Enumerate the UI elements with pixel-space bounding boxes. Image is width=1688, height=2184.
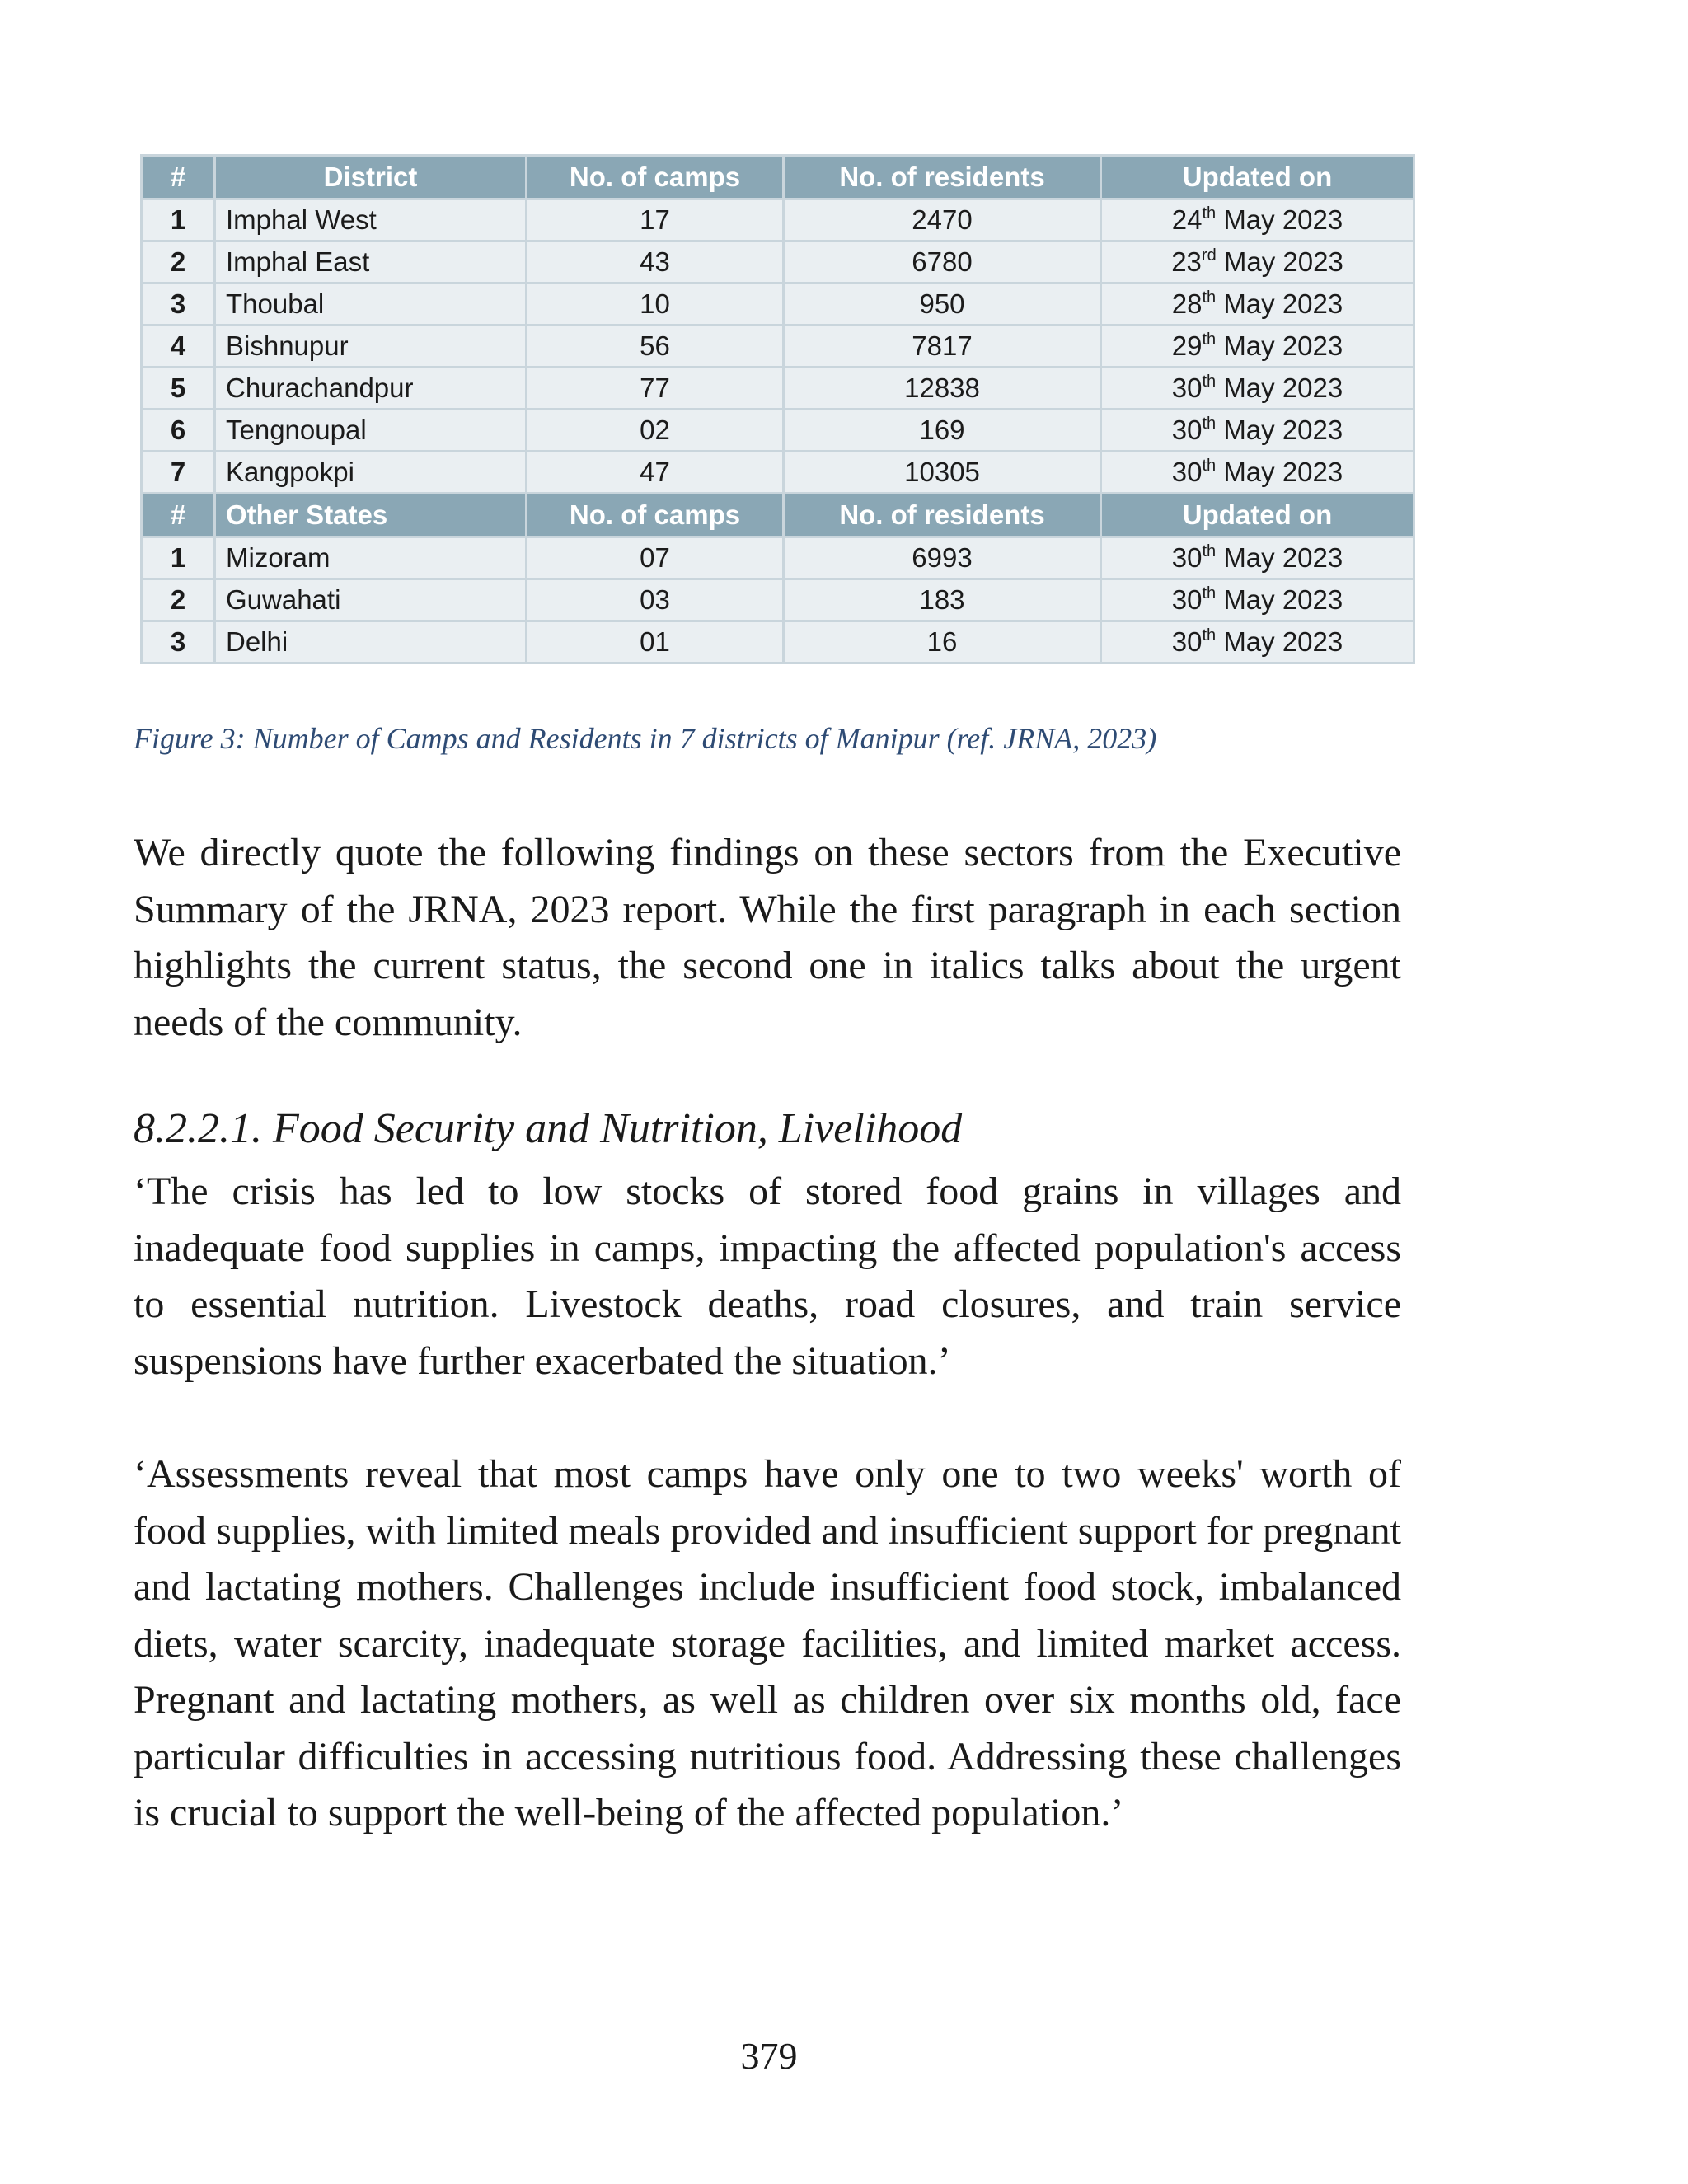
cell-updated <box>1101 368 1414 410</box>
table-row <box>142 199 1414 241</box>
cell-residents: 183 <box>784 579 1101 621</box>
cell-residents: 10305 <box>784 452 1101 494</box>
updated-month-year: May 2023 <box>1223 415 1343 445</box>
updated-day: 30 <box>1171 457 1203 487</box>
updated-day: 30 <box>1171 415 1203 445</box>
cell-residents: 6780 <box>784 241 1101 284</box>
cell-residents: 16 <box>784 621 1101 663</box>
cell-number: 2 <box>142 579 215 621</box>
cell-name: Mizoram <box>215 537 527 579</box>
cell-camps: 56 <box>527 326 784 368</box>
updated-day: 30 <box>1171 542 1203 573</box>
header-number: # <box>142 494 215 537</box>
header-residents: No. of residents <box>784 156 1101 199</box>
cell-number: 3 <box>142 284 215 326</box>
header-camps: No. of camps <box>527 494 784 537</box>
updated-day-suffix: th <box>1202 457 1217 475</box>
updated-day-suffix: th <box>1202 584 1217 602</box>
cell-camps: 77 <box>527 368 784 410</box>
cell-name: Delhi <box>215 621 527 663</box>
cell-camps: 43 <box>527 241 784 284</box>
updated-month-year: May 2023 <box>1223 204 1343 235</box>
table-row <box>142 537 1414 579</box>
table-row <box>142 368 1414 410</box>
updated-month-year: May 2023 <box>1223 542 1343 573</box>
header-updated: Updated on <box>1101 494 1414 537</box>
updated-day: 30 <box>1171 626 1203 657</box>
cell-updated <box>1101 621 1414 663</box>
cell-residents: 6993 <box>784 537 1101 579</box>
page-number: 379 <box>740 2035 798 2077</box>
cell-name: Imphal West <box>215 199 527 241</box>
updated-month-year: May 2023 <box>1223 584 1343 615</box>
updated-day-suffix: th <box>1202 415 1217 433</box>
table-row <box>142 621 1414 663</box>
cell-residents: 169 <box>784 410 1101 452</box>
updated-day-suffix: th <box>1202 330 1217 349</box>
cell-name: Imphal East <box>215 241 527 284</box>
section-heading: 8.2.2.1. Food Security and Nutrition, Livelihood <box>134 1105 963 1152</box>
cell-residents: 950 <box>784 284 1101 326</box>
quote-paragraph-2: ‘Assessments reveal that most camps have only one to two weeks' worth of food supplies, with limited meals provided and insufficient support for pregnant and lactating mothers. Challenges include insufficient food stock, imbalanced diets, water scarcity, inadequate storage facilities, and limited market access. Pregnant and lactating mothers, as well as children over six months old, face particular difficulties in accessing nutritious food. Addressing these challenges is crucial to support the well-being of the affected population.’ <box>134 1452 1401 1835</box>
quote-paragraph-1: ‘The crisis has led to low stocks of stored food grains in villages and inadequate food supplies in camps, impacting the affected population's access to essential nutrition. Livestock deaths, road closures, and train service suspensions have further exacerbated the situation.’ <box>134 1169 1401 1383</box>
updated-month-year: May 2023 <box>1223 457 1343 487</box>
table-row <box>142 241 1414 284</box>
cell-camps: 07 <box>527 537 784 579</box>
updated-day-suffix: th <box>1202 373 1217 391</box>
table-header-row <box>142 156 1414 199</box>
cell-number: 2 <box>142 241 215 284</box>
cell-name: Churachandpur <box>215 368 527 410</box>
updated-day: 30 <box>1171 373 1203 403</box>
cell-camps: 03 <box>527 579 784 621</box>
header-camps: No. of camps <box>527 156 784 199</box>
table-row <box>142 452 1414 494</box>
cell-updated <box>1101 452 1414 494</box>
cell-number: 4 <box>142 326 215 368</box>
intro-paragraph: We directly quote the following findings on these sectors from the Executive Summary of the JRNA, 2023 report. While the first paragraph in each section highlights the current status, the second one in italics talks about the urgent needs of the community. <box>134 831 1401 1044</box>
cell-name: Kangpokpi <box>215 452 527 494</box>
updated-month-year: May 2023 <box>1223 330 1343 361</box>
cell-updated <box>1101 579 1414 621</box>
header-name: District <box>215 156 527 199</box>
table-row <box>142 284 1414 326</box>
updated-day-suffix: th <box>1202 288 1217 307</box>
cell-updated <box>1101 410 1414 452</box>
cell-number: 6 <box>142 410 215 452</box>
header-number: # <box>142 156 215 199</box>
figure-caption: Figure 3: Number of Camps and Residents in 7 districts of Manipur (ref. JRNA, 2023) <box>134 722 1157 755</box>
cell-updated <box>1101 241 1414 284</box>
table-header-row <box>142 494 1414 537</box>
updated-month-year: May 2023 <box>1223 288 1343 319</box>
updated-day: 28 <box>1171 288 1203 319</box>
cell-number: 1 <box>142 537 215 579</box>
cell-camps: 10 <box>527 284 784 326</box>
cell-name: Bishnupur <box>215 326 527 368</box>
cell-updated <box>1101 326 1414 368</box>
table-row <box>142 326 1414 368</box>
cell-name: Tengnoupal <box>215 410 527 452</box>
updated-day: 30 <box>1171 584 1203 615</box>
cell-number: 3 <box>142 621 215 663</box>
cell-camps: 02 <box>527 410 784 452</box>
updated-month-year: May 2023 <box>1223 246 1343 277</box>
updated-day-suffix: th <box>1202 204 1217 223</box>
camps-residents-table <box>140 154 1415 664</box>
header-name: Other States <box>215 494 527 537</box>
updated-day: 23 <box>1171 246 1202 277</box>
cell-number: 7 <box>142 452 215 494</box>
cell-camps: 47 <box>527 452 784 494</box>
cell-camps: 01 <box>527 621 784 663</box>
header-updated: Updated on <box>1101 156 1414 199</box>
header-residents: No. of residents <box>784 494 1101 537</box>
updated-month-year: May 2023 <box>1223 626 1343 657</box>
cell-number: 5 <box>142 368 215 410</box>
cell-residents: 12838 <box>784 368 1101 410</box>
updated-day: 24 <box>1171 204 1203 235</box>
cell-camps: 17 <box>527 199 784 241</box>
table-row <box>142 579 1414 621</box>
updated-day-suffix: rd <box>1201 246 1217 265</box>
updated-month-year: May 2023 <box>1223 373 1343 403</box>
table-row <box>142 410 1414 452</box>
cell-updated <box>1101 284 1414 326</box>
cell-updated <box>1101 199 1414 241</box>
updated-day-suffix: th <box>1202 542 1217 560</box>
updated-day: 29 <box>1171 330 1203 361</box>
cell-name: Thoubal <box>215 284 527 326</box>
cell-name: Guwahati <box>215 579 527 621</box>
updated-day-suffix: th <box>1202 626 1217 644</box>
cell-residents: 2470 <box>784 199 1101 241</box>
cell-updated <box>1101 537 1414 579</box>
cell-residents: 7817 <box>784 326 1101 368</box>
cell-number: 1 <box>142 199 215 241</box>
